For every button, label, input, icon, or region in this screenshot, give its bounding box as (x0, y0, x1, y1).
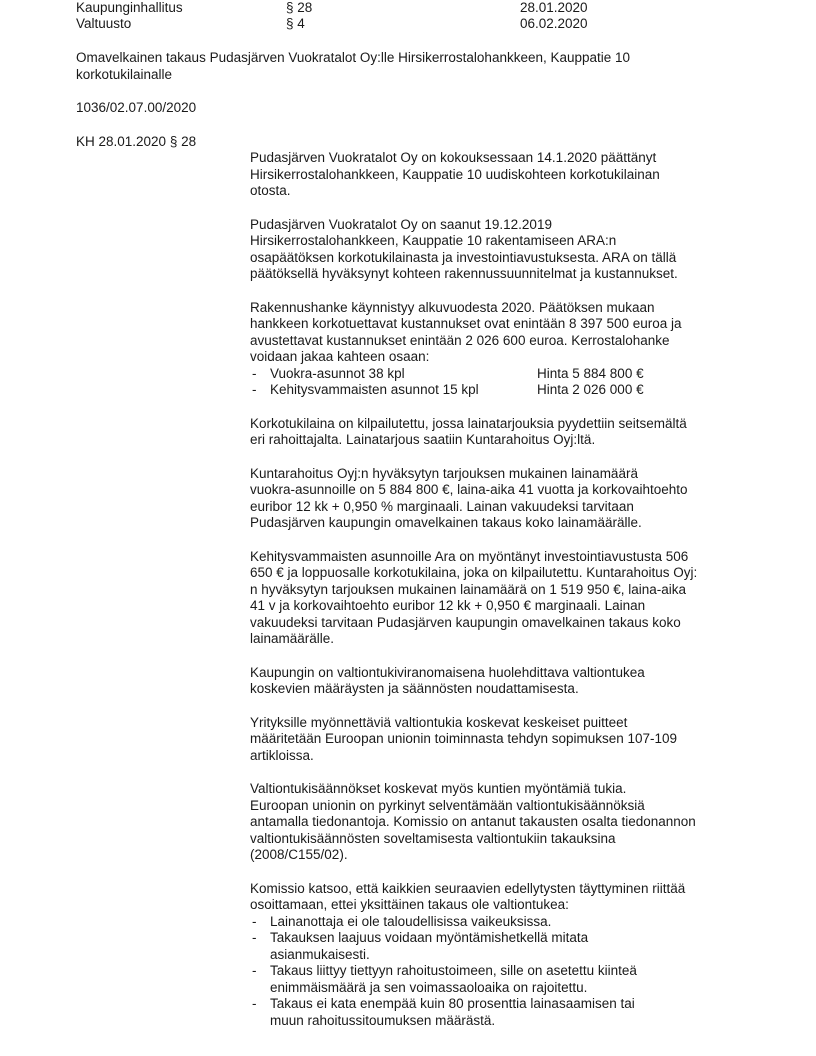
condition-line: Lainanottaja ei ole taloudellisissa vaikeuksissa. (270, 913, 552, 929)
meta-body: Valtuusto (76, 16, 132, 31)
dash-bullet: - (252, 963, 257, 978)
split-item-rental (250, 366, 750, 383)
text-line: lainamäärälle. (250, 631, 335, 646)
text-line: Pudasjärven Vuokratalot Oy on saanut 19.12.2019 (250, 216, 552, 232)
text-line: 41 v ja korkovaihtoehto euribor 12 kk + 0,950 € marginaali. Lainan (250, 598, 646, 613)
text-line: hankkeen korkotuettavat kustannukset ovat enintään 8 397 500 euroa ja (250, 316, 682, 331)
condition-line: asianmukaisesti. (270, 946, 370, 962)
text-line: vakuudeksi tarvitaan Pudasjärven kaupungin omavelkainen takaus koko (250, 614, 681, 630)
meta-date: 06.02.2020 (520, 16, 588, 31)
paragraph-with-split (250, 300, 750, 399)
text-line: Korkotukilaina on kilpailutettu, jossa lainatarjouksia pyydettiin seitsemältä (250, 415, 687, 431)
text-line: eri rahoittajalta. Lainatarjous saatiin Kuntarahoitus Oyj:ltä. (250, 432, 596, 447)
text-line: valtiontukisäännösten soveltamisesta valtiontukiin takauksina (250, 830, 616, 846)
condition-line: Takaus ei kata enempää kuin 80 prosenttia lainasaamisen tai (270, 996, 635, 1011)
text-line: Pudasjärven kaupungin omavelkainen takaus koko lainamäärälle. (250, 515, 642, 530)
condition-line: enimmäismäärä ja sen voimassaoloaika on rajoitettu. (270, 979, 588, 995)
text-line: päätöksellä hyväksynyt kohteen rakennussuunnitelmat ja kustannukset. (250, 266, 678, 281)
paragraph (250, 665, 750, 698)
text-line: Kehitysvammaisten asunnoille Ara on myöntänyt investointiavustusta 506 (250, 548, 689, 564)
dash-bullet: - (252, 382, 257, 397)
text-line: Yrityksille myönnettäviä valtiontukia koskevat keskeiset puitteet (250, 714, 628, 730)
meta-body: Kaupunginhallitus (76, 0, 183, 15)
paragraph (250, 466, 750, 532)
text-line: Kaupungin on valtiontukiviranomaisena huolehdittava valtiontukea (250, 664, 645, 680)
meeting-reference: KH 28.01.2020 § 28 (76, 134, 197, 149)
dash-bullet: - (252, 996, 257, 1011)
paragraph-with-conditions (250, 881, 750, 1030)
split-item-disabled-housing (250, 382, 750, 399)
text-line: euribor 12 kk + 0,950 % marginaali. Lainan vakuudeksi tarvitaan (250, 498, 634, 514)
text-line: osapäätöksen korkotukilainasta ja investointiavustuksesta. ARA on tällä (250, 249, 677, 265)
condition-line: muun rahoitussitoumuksen määrästä. (270, 1012, 496, 1028)
text-line: Komissio katsoo, että kaikkien seuraavien edellytysten täyttyminen riittää (250, 880, 686, 896)
meta-section: § 4 (286, 16, 305, 31)
text-line: Hirsikerrostalohankkeen, Kauppatie 10 uudiskohteen korkotukilainan (250, 166, 660, 182)
text-line: n hyväksytyn tarjouksen mukainen lainamäärä on 1 519 950 €, laina-aika (250, 581, 687, 597)
text-line: Hirsikerrostalohankkeen, Kauppatie 10 rakentamiseen ARA:n (250, 233, 617, 248)
paragraph (250, 217, 750, 283)
paragraph (250, 549, 750, 648)
text-line: 650 € ja loppuosalle korkotukilaina, joka on kilpailutettu. Kuntarahoitus Oyj: (250, 565, 698, 580)
text-line: osoittamaan, ettei yksittäinen takaus ole valtiontukea: (250, 897, 569, 912)
meta-row-valtuusto (76, 16, 776, 33)
dash-bullet: - (252, 365, 257, 381)
condition-item (250, 930, 750, 963)
text-line: määritetään Euroopan unionin toiminnasta tehdyn sopimuksen 107-109 (250, 731, 678, 746)
text-line: Rakennushanke käynnistyy alkuvuodesta 2020. Päätöksen mukaan (250, 299, 655, 315)
document-subject (76, 50, 716, 83)
paragraph (250, 150, 750, 200)
dash-bullet: - (252, 930, 257, 945)
split-item-label: Vuokra-asunnot 38 kpl (270, 365, 405, 381)
dash-bullet: - (252, 913, 257, 929)
text-line: vuokra-asunnoille on 5 884 800 €, laina-aika 41 vuotta ja korkovaihtoehto (250, 482, 688, 497)
text-line: Valtiontukisäännökset koskevat myös kuntien myöntämiä tukia. (250, 781, 627, 796)
meta-row-kaupunginhallitus (76, 0, 776, 17)
body-text (250, 150, 750, 1046)
text-line: Kuntarahoitus Oyj:n hyväksytyn tarjouksen mukainen lainamäärä (250, 465, 638, 481)
text-line: koskevien määräysten ja säännösten noudattamisesta. (250, 681, 579, 696)
paragraph (250, 715, 750, 765)
text-line: voidaan jakaa kahteen osaan: (250, 349, 430, 364)
text-line: Pudasjärven Vuokratalot Oy on kokouksessaan 14.1.2020 päättänyt (250, 150, 657, 165)
split-item-price: Hinta 5 884 800 € (537, 365, 644, 381)
text-line: otosta. (250, 183, 291, 198)
text-line: artikloissa. (250, 747, 314, 763)
text-line: antamalla tiedonantoja. Komissio on antanut takausten osalta tiedonannon (250, 814, 696, 829)
text-line: (2008/C155/02). (250, 847, 348, 862)
subject-line: Omavelkainen takaus Pudasjärven Vuokratalot Oy:lle Hirsikerrostalohankkeen, Kauppatie 10 (76, 50, 631, 65)
meta-date: 28.01.2020 (520, 0, 588, 15)
paragraph (250, 781, 750, 864)
condition-item (250, 996, 750, 1029)
condition-line: Takauksen laajuus voidaan myöntämishetkellä mitata (270, 930, 589, 945)
meta-section: § 28 (286, 0, 313, 15)
split-item-price: Hinta 2 026 000 € (537, 382, 644, 397)
subject-line: korkotukilainalle (76, 66, 173, 82)
text-line: Euroopan unionin on pyrkinyt selventämään valtiontukisäännöksiä (250, 797, 645, 813)
condition-item (250, 914, 750, 931)
paragraph (250, 416, 750, 449)
condition-item (250, 963, 750, 996)
split-item-label: Kehitysvammaisten asunnot 15 kpl (270, 382, 479, 397)
reference-number: 1036/02.07.00/2020 (76, 100, 197, 115)
text-line: avustettavat kustannukset enintään 2 026 600 euroa. Kerrostalohanke (250, 332, 670, 348)
condition-line: Takaus liittyy tiettyyn rahoitustoimeen, sille on asetettu kiinteä (270, 963, 637, 978)
